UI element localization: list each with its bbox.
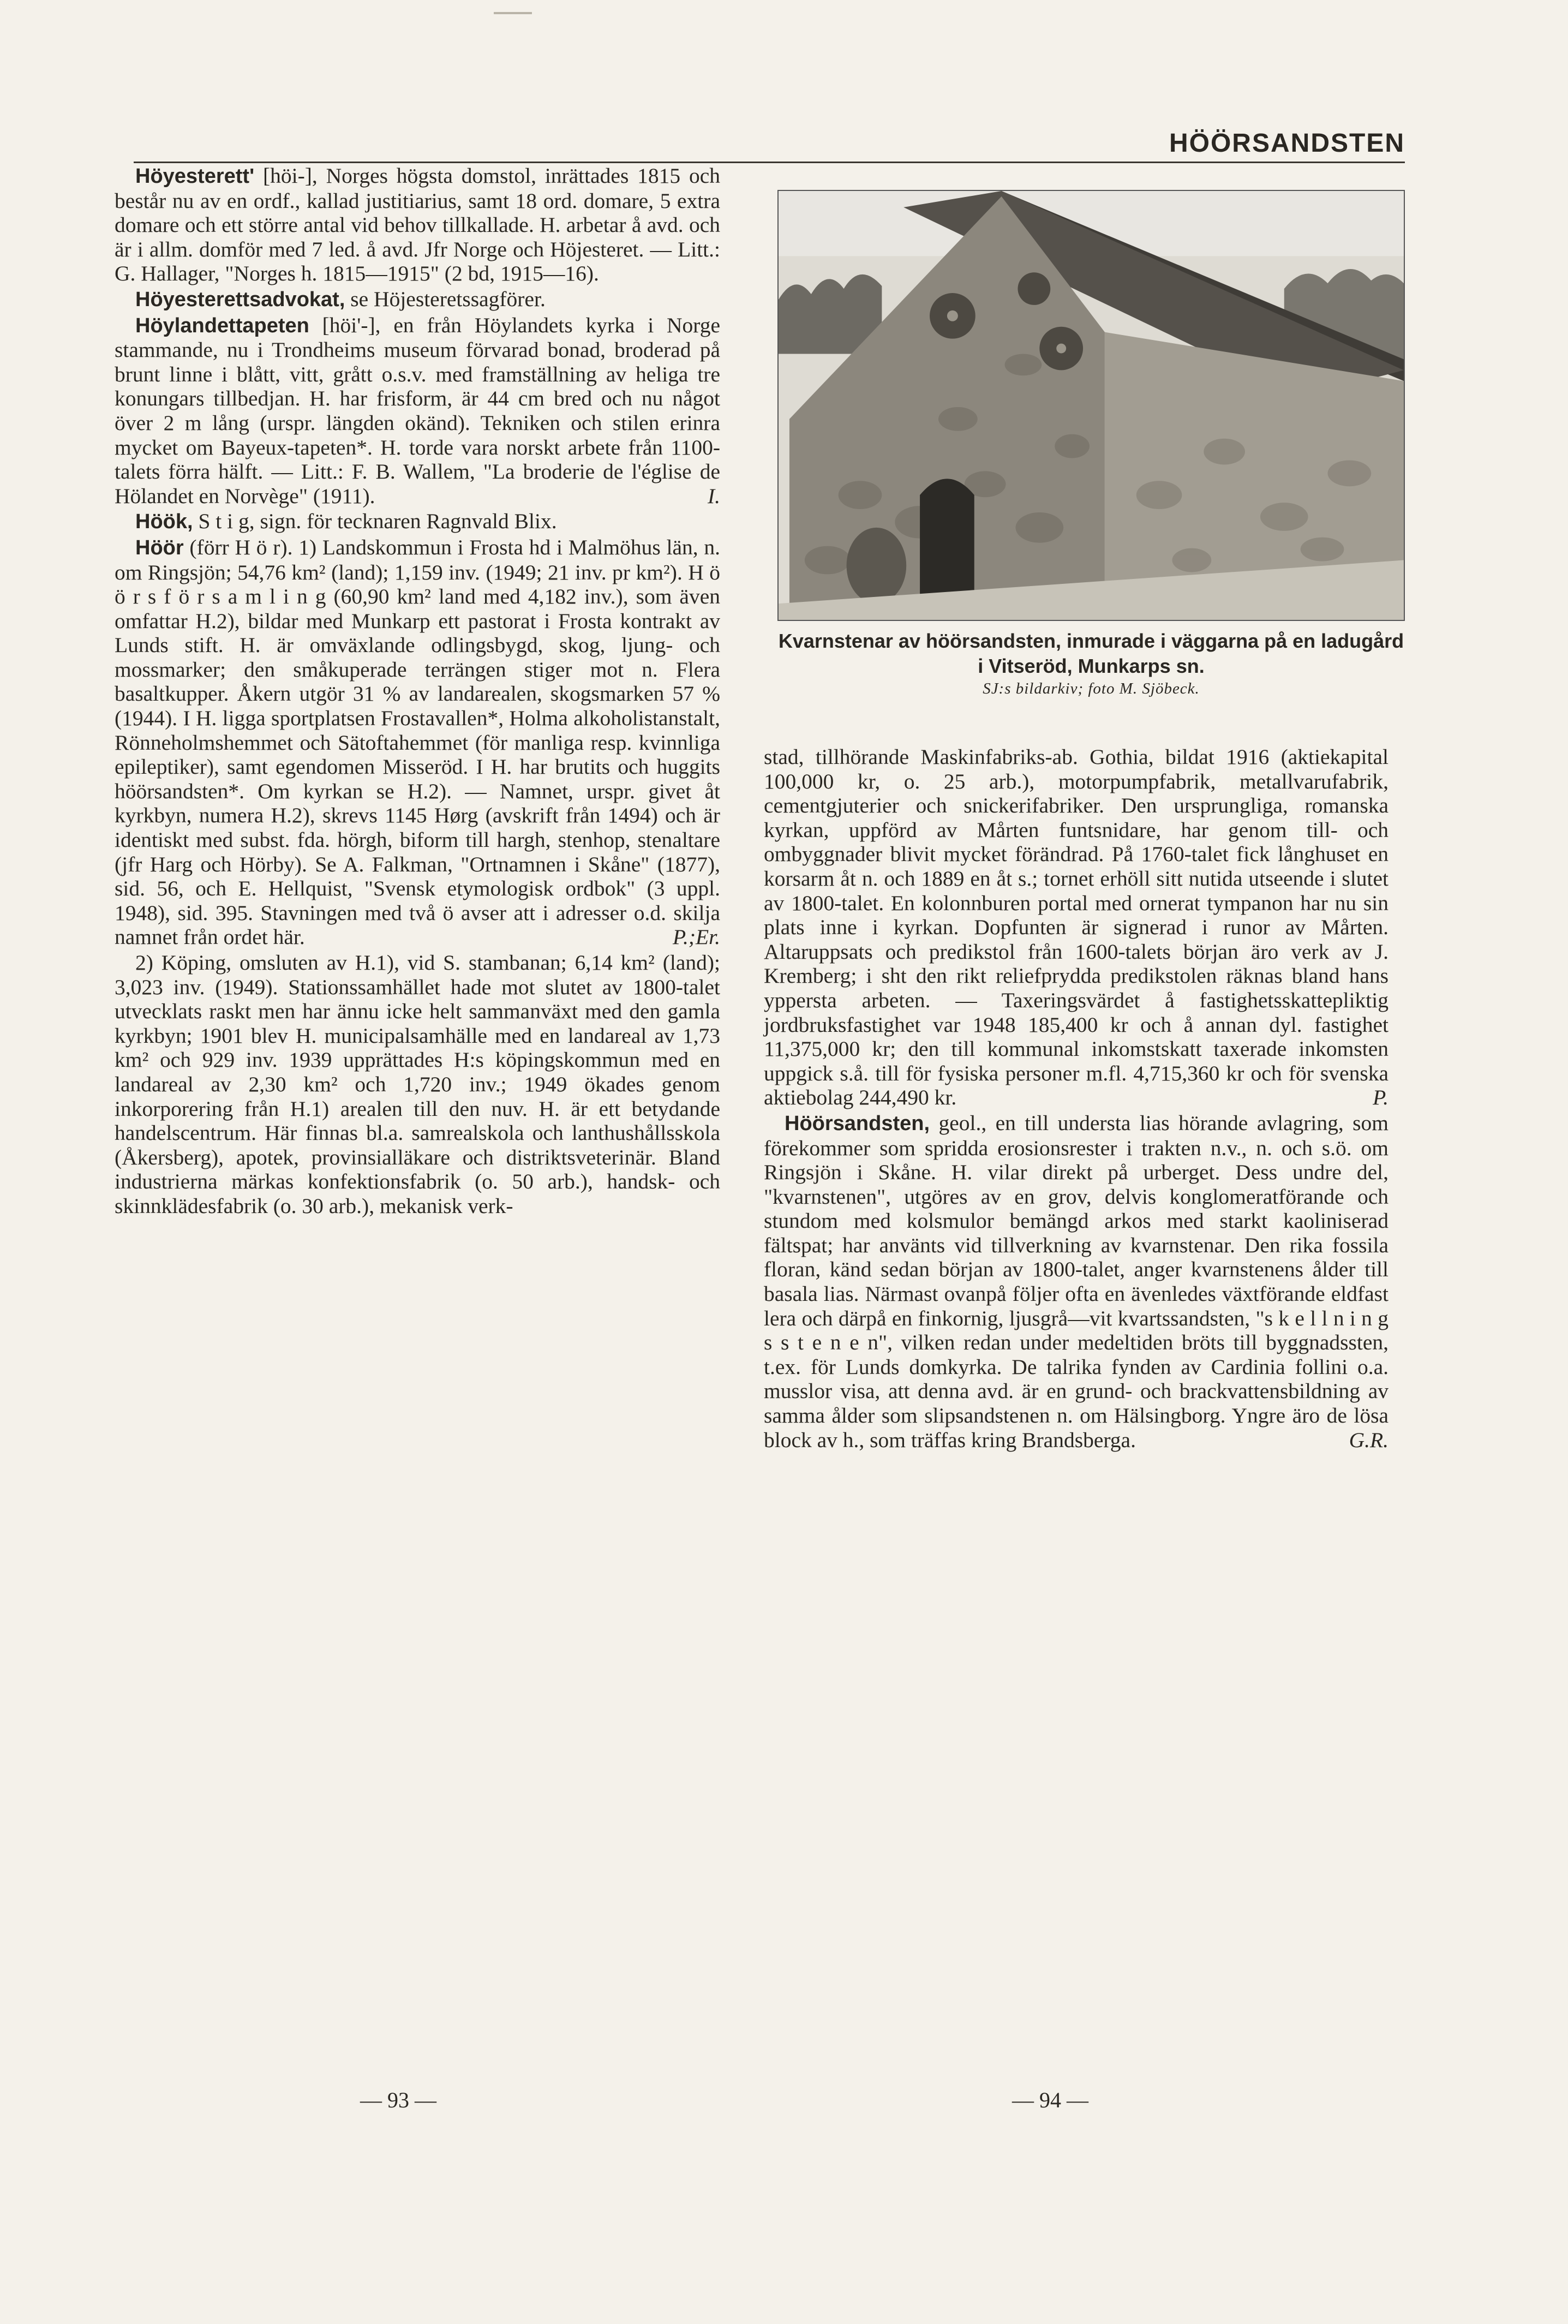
entry-hoyesterett bbox=[115, 164, 720, 286]
figure-caption: Kvarnstenar av höörsandsten, inmurade i väggarna på en ladugård i Vitseröd, Munkarps sn. bbox=[778, 630, 1404, 677]
entry-text: 2) Köping, omsluten av H.1), vid S. stambanan; 6,14 km² (land); 3,023 inv. (1949). Stationssamhället hade mot slutet av 1800-talet utvecklats raskt men har ännu icke helt sammanväxt med den gamla kyrkbyn; 1901 blev H. municipalsamhälle med en landareal av 1,73 km² och 929 inv. 1939 upprättades H:s köpingskommun med en landareal av 2,30 km² och 1,720 inv.; 1949 ökades genom inkorporering från H.1) arealen till den nuv. H. är ett betydande handelscentrum. Här finnas bl.a. samrealskola och lanthushållsskola (Åkersberg), apotek, provinsialläkare och distriktsveterinär. Bland industrierna märkas konfektionsfabrik (o. 50 arb.), handsk- och skinnklädesfabrik (o. 30 arb.), mekanisk verk- bbox=[115, 951, 720, 1218]
author-signature: P.;Er. bbox=[672, 925, 720, 949]
entry-hook bbox=[115, 509, 720, 534]
entry-text: (förr H ö r). 1) Landskommun i Frosta hd i Malmöhus län, n. om Ringsjön; 54,76 km² (land); 1,159 inv. (1949; 21 inv. pr km²). H ö ö r s f ö r s a m l i n g (60,90 km² land med 4,182 inv.), som även omfattar H.2), bildar med Munkarp ett pastorat i Frosta kontrakt av Lunds stift. H. är omväxlande odlingsbygd, skog, ljung- och mossmarker; den småkuperade terrängen stiger mot n. Flera basaltkupper. Åkern utgör 31 % av landarealen, skogsmarken 57 % (1944). I H. ligga sportplatsen Frostavallen*, Holma alkoholistanstalt, Rönneholmshemmet och Sätoftahemmet (för manliga resp. kvinnliga epileptiker), samt egendomen Misseröd. I H. har brutits och huggits höörsandsten*. Om kyrkan se H.2). — Namnet, urspr. givet åt kyrkbyn, numera H.2), skrevs 1145 Hørg (avskrift från 1494) och är identiskt med subst. fda. hörgh, biform till hargh, stenhop, stenaltare (jfr Harg och Hörby). Se A. Falkman, "Ortnamnen i Skåne" (1877), sid. 56, och E. Hellquist, "Svensk etymologisk ordbok" (3 uppl. 1948), sid. 395. Stavningen med två ö avser att i adresser o.d. skilja namnet från ordet här. bbox=[115, 535, 721, 949]
entry-text: [höi'-], en från Höylandets kyrka i Norge stammande, nu i Trondheims museum förvarad bonad, broderad på brunt linne i blått, vitt, grått o.s.v. med framställning av heliga tre konungars tillbedjan. H. har frisform, är 44 cm bred och nu något över 2 m lång (urspr. längden okänd). Tekniken och stilen erinra mycket om Bayeux-tapeten*. H. torde vara norskt arbete från 1100-talets förra hälft. — Litt.: F. B. Wallem, "La broderie de l'église de Hölandet en Norvège" (1911). bbox=[115, 313, 720, 508]
photo-credit: SJ:s bildarkiv; foto M. Sjöbeck. bbox=[983, 680, 1200, 697]
entry-hoor bbox=[115, 535, 720, 949]
headword: Höör bbox=[135, 536, 184, 559]
entry-text: geol., en till understa lias hörande avlagring, som förekommer som spridda erosionsrester i trakten n.v., n. och s.ö. om Ringsjön i Skåne. H. vilar direkt på urberget. Dess undre del, "kvarnstenen", utgöres av en grov, delvis konglomeratförande och stundom med kolsmulor bemängd arkos med starkt kaoliniserad fältspat; har använts vid tillverkning av kvarnstenar. Den rika fossila floran, känd sedan början av 1800-talet, anger kvarnstenens ålder till basala lias. Närmast ovanpå följer ofta en ävenledes växtförande eldfast lera och därpå en finkornig, ljusgrå—vit kvartssandsten, "s k e l l n i n g s s t e n e n", vilken redan under medeltiden bröts till byggnadssten, t.ex. för Lunds domkyrka. De talrika fynden av Cardinia follini o.a. musslor visa, att denna avd. är en grund- och brackvattensbildning av samma ålder som slipsandstenen n. om Hälsingborg. Yngre äro de lösa block av h., som träffas kring Brandsberga. bbox=[764, 1110, 1389, 1452]
headword: Höörsandsten, bbox=[785, 1112, 930, 1135]
scan-mark bbox=[494, 12, 532, 14]
headword: Höök, bbox=[135, 510, 193, 534]
left-column bbox=[115, 164, 720, 1218]
headword: Höyesterett' bbox=[135, 165, 255, 188]
page-number-right: — 94 — bbox=[1012, 2088, 1088, 2112]
headword: Höyesterettsadvokat, bbox=[135, 288, 345, 311]
barn-photo bbox=[777, 190, 1405, 621]
author-signature: G.R. bbox=[1349, 1427, 1389, 1452]
entry-text: stad, tillhörande Maskinfabriks-ab. Gothia, bildat 1916 (aktiekapital 100,000 kr, o. 25 arb.), motorpumpfabrik, metallvarufabrik, cementgjuterier och snickerifabriker. Den ursprungliga, romanska kyrkan, uppförd av Mårten funtsnidare, har genom till- och ombyggnader blivit mycket förändrad. På 1760-talet fick långhuset en korsarm åt n. och 1889 en åt s.; tornet erhöll sitt nutida utseende i slutet av 1800-talet. En kolonnburen portal med ornerat tympanon har nu sin plats inne i kyrkan. Dopfunten är signerad i runor av Mårten. Altaruppsats och predikstol från 1600-talets början äro verk av J. Kremberg; i sht den rikt reliefprydda predikstolen räknas bland hans yppersta arbeten. — Taxeringsvärdet å fastighetsskattepliktig jordbruksfastighet var 1948 185,400 kr och å annan dyl. fastighet 11,375,000 kr; den till kommunal inkomstskatt taxerade inkomsten uppgick s.å. till för fysiska personer m.fl. 4,715,360 kr och för svenska aktiebolag 244,490 kr. bbox=[764, 745, 1389, 1110]
entry-hoor-koping bbox=[115, 951, 720, 1218]
entry-hoyesterettsadvokat bbox=[115, 287, 720, 312]
entry-hoorsandsten bbox=[764, 1111, 1389, 1452]
figure bbox=[777, 190, 1405, 698]
entry-text: [höi-], Norges högsta domstol, inrättades 1815 och består nu av en ordf., kallad justitiarius, samt 18 ord. domare, 5 extra domare och ett större antal vid behov tillkallade. H. arbetar å avd. och är i allm. domför med 7 led. å avd. Jfr Norge och Höjesteret. — Litt.: G. Hallager, "Norges h. 1815—1915" (2 bd, 1915—16). bbox=[115, 164, 721, 286]
author-signature: I. bbox=[707, 483, 720, 508]
entry-hoor-continued bbox=[764, 745, 1389, 1110]
page-number-left: — 93 — bbox=[360, 2088, 436, 2112]
right-column bbox=[764, 745, 1389, 1452]
running-head: HÖÖRSANDSTEN bbox=[1169, 129, 1405, 158]
entry-text: se Höjesteretssagförer. bbox=[350, 286, 546, 311]
author-signature: P. bbox=[1373, 1085, 1389, 1110]
entry-hoylandettapeten bbox=[115, 313, 720, 509]
headword: Höylandettapeten bbox=[135, 314, 309, 337]
entry-text: S t i g, sign. för tecknaren Ragnvald Blix. bbox=[198, 509, 557, 534]
page-header bbox=[134, 126, 1405, 163]
